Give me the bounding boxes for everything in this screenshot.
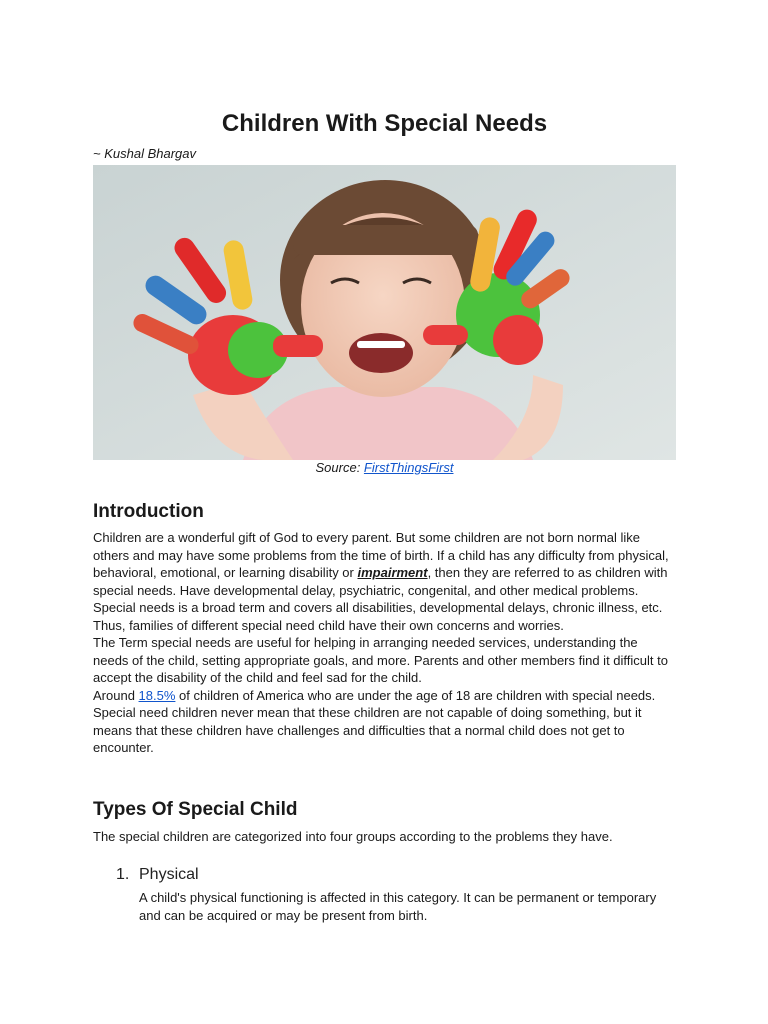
intro-p3-text-b: of children of America who are under the age of 18 are children with special needs. Special need children never mean that these children are not capable of doing something, but it means that these children have challenges and difficulties that a normal child does not get to encounter.: [93, 687, 656, 755]
impairment-emphasis: impairment: [357, 565, 428, 580]
caption-prefix: Source:: [315, 460, 364, 475]
child-painted-hands-illustration: [93, 165, 676, 460]
image-caption: [93, 460, 676, 475]
list-item-physical: [116, 866, 199, 884]
caption-source-link[interactable]: FirstThingsFirst: [363, 460, 454, 475]
introduction-heading: Introduction: [93, 501, 204, 522]
author-line: ~ Kushal Bhargav: [93, 146, 196, 161]
introduction-body: [93, 529, 676, 757]
intro-p1-text-a: Children are a wonderful gift of God to every parent. But some children are not born normal like others and may have some problems from the time of birth. If a child has any difficulty from physical, behavioral, emotional, or learning disability or: [93, 530, 669, 580]
intro-paragraph-2: The Term special needs are useful for helping in arranging needed services, understanding the needs of the child, setting appropriate goals, and more. Parents and other members find it difficult to accept the disability of the child and feel sad for the child.: [93, 635, 668, 685]
hero-image: [93, 165, 676, 460]
document-title: Children With Special Needs: [221, 110, 548, 137]
intro-p3-text-a: Around: [93, 687, 139, 703]
intro-paragraph-3: [93, 687, 676, 757]
list-number: 1.: [116, 866, 130, 883]
types-intro: The special children are categorized into four groups according to the problems they have.: [93, 829, 613, 844]
types-heading: Types Of Special Child: [93, 799, 298, 820]
list-label: Physical: [139, 866, 199, 883]
intro-paragraph-1: [93, 529, 676, 634]
statistic-link[interactable]: 18.5%: [138, 687, 176, 703]
physical-description: A child's physical functioning is affected in this category. It can be permanent or temporary and can be acquired or may be present from birth.: [139, 890, 657, 923]
intro-p1-text-b: , then they are referred to as children with special needs. Have developmental delay, psychiatric, congenital, and other medical problems. Special needs is a broad term and covers all disabilities, developmental delays, chronic illness, etc. Thus, families of different special need child have their own concerns and worries.: [93, 565, 668, 633]
